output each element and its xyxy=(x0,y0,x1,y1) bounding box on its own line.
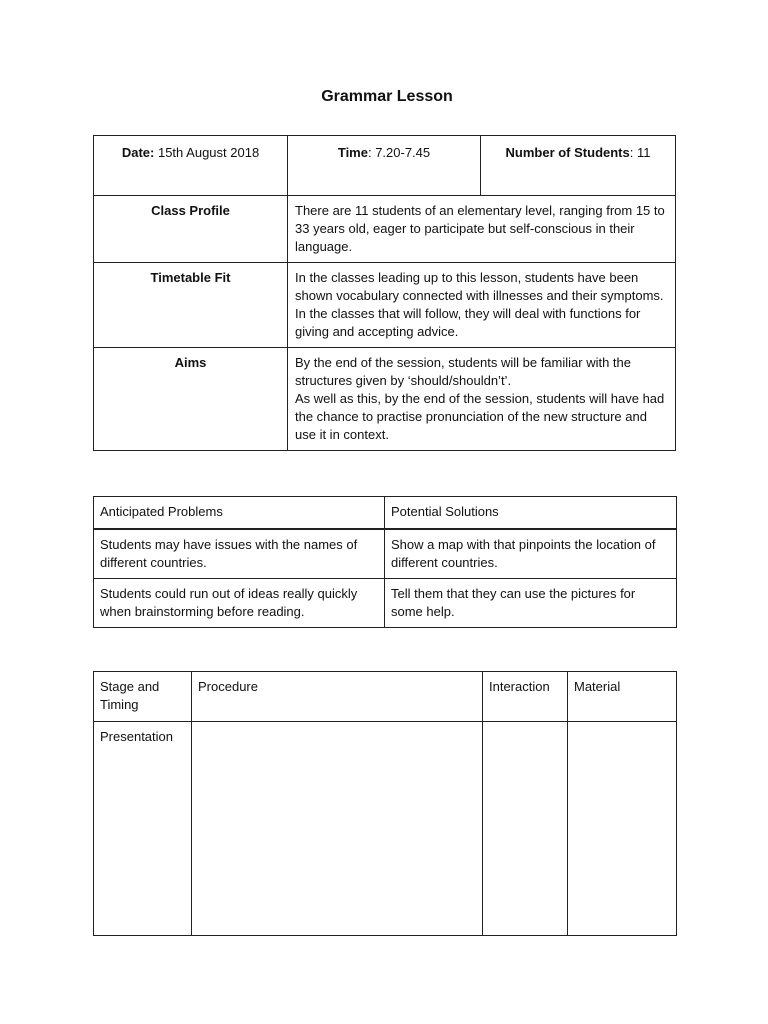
anticipated-problems-header: Anticipated Problems xyxy=(94,497,385,530)
procedure-cell xyxy=(192,722,483,936)
stage-cell: Presentation xyxy=(94,722,192,936)
problems-header-row xyxy=(94,497,677,530)
problems-table xyxy=(93,496,677,628)
class-profile-text: There are 11 students of an elementary level, ranging from 15 to 33 years old, eager to participate but self-conscious in their language. xyxy=(288,196,676,263)
procedure-header: Procedure xyxy=(192,672,483,722)
table-row xyxy=(94,529,677,579)
page-title: Grammar Lesson xyxy=(321,88,453,105)
time-value: : 7.20-7.45 xyxy=(367,145,431,160)
table-row xyxy=(94,722,677,936)
aims-cell xyxy=(288,348,676,451)
interaction-cell xyxy=(483,722,568,936)
timetable-fit-text: In the classes leading up to this lesson, students have been shown vocabulary connected with illnesses and their symptoms. In the classes that will follow, they will deal with functions for giving and accepting advice. xyxy=(288,263,676,348)
potential-solutions-header: Potential Solutions xyxy=(385,497,677,530)
lesson-info-table xyxy=(93,135,676,451)
stages-header-row xyxy=(94,672,677,722)
solution-cell: Tell them that they can use the pictures for some help. xyxy=(385,579,677,628)
solution-cell: Show a map with that pinpoints the location of different countries. xyxy=(385,529,677,579)
class-profile-label: Class Profile xyxy=(94,196,288,263)
problem-cell: Students may have issues with the names of different countries. xyxy=(94,529,385,579)
interaction-header: Interaction xyxy=(483,672,568,722)
aims-text-continued: As well as this, by the end of the session, students will have had the chance to practise pronunciation of the new structure and use it in context. xyxy=(295,391,665,442)
lesson-info-header-row xyxy=(94,136,676,196)
table-row xyxy=(94,579,677,628)
students-cell xyxy=(481,136,676,196)
aims-text: By the end of the session, students will be familiar with the structures given by ‘should/shouldn’t’. xyxy=(295,355,632,388)
aims-label: Aims xyxy=(94,348,288,451)
aims-row xyxy=(94,348,676,451)
timetable-fit-row xyxy=(94,263,676,348)
stage-timing-header: Stage and Timing xyxy=(94,672,192,722)
class-profile-row xyxy=(94,196,676,263)
problem-cell: Students could run out of ideas really quickly when brainstorming before reading. xyxy=(94,579,385,628)
stages-table xyxy=(93,671,677,936)
date-value: 15th August 2018 xyxy=(157,145,260,160)
time-label: Time xyxy=(337,145,368,160)
students-label: Number of Students xyxy=(505,145,630,160)
students-value: : 11 xyxy=(629,145,651,160)
date-cell xyxy=(94,136,288,196)
material-header: Material xyxy=(568,672,677,722)
date-label: Date: xyxy=(121,145,155,160)
time-cell xyxy=(288,136,481,196)
timetable-fit-label: Timetable Fit xyxy=(94,263,288,348)
material-cell xyxy=(568,722,677,936)
